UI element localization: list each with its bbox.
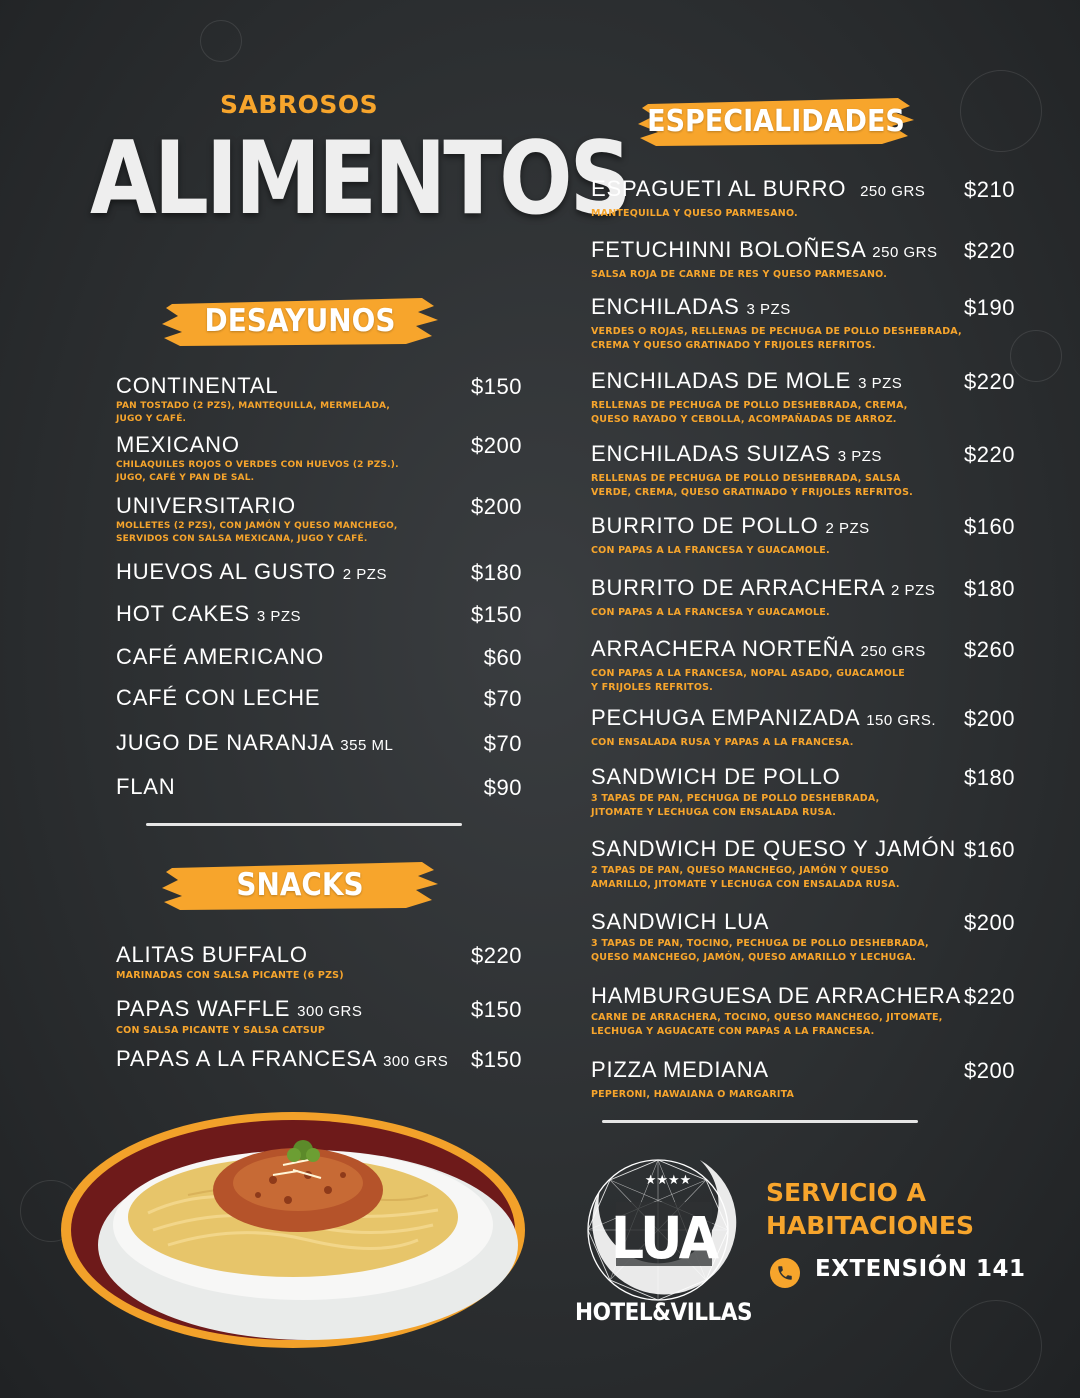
item-description: MOLLETES (2 PZS), CON JAMÓN Y QUESO MANCHEGO, SERVIDOS CON SALSA MEXICANA, JUGO Y CAFÉ.	[116, 521, 398, 544]
desayunos-heading: DESAYUNOS	[204, 303, 396, 339]
item-price: $220	[964, 238, 1015, 263]
logo-word: LUA	[610, 1204, 718, 1272]
item-price: $220	[964, 369, 1015, 394]
menu-item	[116, 775, 522, 799]
menu-item	[116, 1047, 522, 1074]
item-price: $190	[964, 295, 1015, 320]
logo-stars: ★★★★	[644, 1173, 692, 1188]
menu-item	[591, 369, 1015, 426]
item-name: ESPAGUETI AL BURRO	[591, 176, 847, 201]
item-name: MEXICANO	[116, 432, 240, 457]
menu-item	[116, 645, 522, 669]
item-quantity: 150 GRS.	[866, 712, 937, 729]
spaghetti-plate-image	[58, 1095, 528, 1350]
menu-item	[116, 433, 522, 485]
item-price: $200	[964, 910, 1015, 935]
item-name: FETUCHINNI BOLOÑESA	[591, 237, 866, 262]
item-quantity: 250 GRS	[860, 183, 926, 200]
item-name: ALITAS BUFFALO	[116, 942, 308, 967]
item-description: PEPERONI, HAWAIANA O MARGARITA	[591, 1089, 795, 1100]
item-price: $210	[964, 177, 1015, 202]
item-price: $90	[483, 775, 522, 800]
item-price: $70	[483, 686, 522, 711]
item-name: HAMBURGUESA DE ARRACHERA	[591, 983, 962, 1008]
item-price: $220	[471, 943, 522, 968]
item-price: $220	[964, 442, 1015, 467]
item-price: $200	[471, 433, 522, 458]
item-name: JUGO DE NARANJA	[116, 730, 334, 755]
item-name: SANDWICH DE POLLO	[591, 764, 841, 789]
extension-number: EXTENSIÓN 141	[815, 1256, 1026, 1282]
menu-item	[116, 494, 522, 546]
item-name: ENCHILADAS	[591, 294, 740, 319]
item-price: $200	[964, 706, 1015, 731]
item-description: RELLENAS DE PECHUGA DE POLLO DESHEBRADA, CREMA, QUESO RAYADO Y CEBOLLA, ACOMPAÑADAS DE ARROZ.	[591, 400, 908, 425]
item-price: $180	[964, 765, 1015, 790]
desayunos-banner	[160, 294, 440, 348]
item-description: RELLENAS DE PECHUGA DE POLLO DESHEBRADA, SALSA VERDE, CREMA, QUESO GRATINADO Y FRIJOLES REFRITOS.	[591, 473, 913, 498]
menu-item	[591, 637, 1015, 694]
menu-item	[591, 442, 1015, 499]
item-price: $60	[483, 645, 522, 670]
item-price: $150	[471, 1047, 522, 1072]
menu-item	[591, 706, 1015, 750]
item-description: CON PAPAS A LA FRANCESA Y GUACAMOLE.	[591, 607, 830, 618]
item-name: SANDWICH DE QUESO Y JAMÓN	[591, 836, 957, 861]
item-description: CHILAQUILES ROJOS O VERDES CON HUEVOS (2 PZS.). JUGO, CAFÉ Y PAN DE SAL.	[116, 460, 399, 483]
menu-item	[591, 295, 1015, 352]
phone-glyph-icon	[776, 1264, 794, 1282]
snacks-heading: SNACKS	[236, 867, 364, 903]
menu-item	[591, 910, 1015, 964]
especialidades-heading: ESPECIALIDADES	[647, 103, 905, 139]
especialidades-banner	[636, 94, 916, 148]
item-description: VERDES O ROJAS, RELLENAS DE PECHUGA DE POLLO DESHEBRADA, CREMA Y QUESO GRATINADO Y FRIJOLES REFRITOS.	[591, 326, 962, 351]
item-quantity: 250 GRS	[860, 643, 926, 660]
item-description: CON PAPAS A LA FRANCESA Y GUACAMOLE.	[591, 545, 830, 556]
menu-item	[591, 177, 1015, 221]
item-name: PAPAS A LA FRANCESA	[116, 1046, 377, 1071]
menu-item	[591, 1058, 1015, 1102]
item-price: $70	[483, 731, 522, 756]
menu-item	[116, 943, 522, 983]
item-price: $150	[471, 997, 522, 1022]
item-name: BURRITO DE ARRACHERA	[591, 575, 885, 600]
menu-item	[591, 984, 1015, 1038]
item-quantity: 300 GRS	[383, 1053, 449, 1070]
item-price: $200	[471, 494, 522, 519]
item-name: UNIVERSITARIO	[116, 493, 296, 518]
logo-subtitle: HOTEL&VILLAS	[575, 1298, 753, 1326]
doodle-circle-decoration	[950, 1300, 1042, 1392]
item-name: ENCHILADAS SUIZAS	[591, 441, 831, 466]
item-price: $260	[964, 637, 1015, 662]
item-quantity: 2 PZS	[825, 520, 870, 537]
item-description: 3 TAPAS DE PAN, TOCINO, PECHUGA DE POLLO DESHEBRADA, QUESO MANCHEGO, JAMÓN, QUESO AMARILLO Y LECHUGA.	[591, 938, 929, 963]
item-name: HUEVOS AL GUSTO	[116, 559, 336, 584]
item-description: MANTEQUILLA Y QUESO PARMESANO.	[591, 208, 798, 219]
item-quantity: 2 PZS	[342, 566, 387, 583]
item-quantity: 3 PZS	[858, 375, 903, 392]
item-name: BURRITO DE POLLO	[591, 513, 819, 538]
item-quantity: 250 GRS	[872, 244, 938, 261]
item-name: ARRACHERA NORTEÑA	[591, 636, 854, 661]
item-quantity: 3 PZS	[837, 448, 882, 465]
section-divider	[146, 823, 462, 826]
header-kicker: SABROSOS	[220, 90, 379, 119]
item-quantity: 355 ML	[340, 737, 394, 754]
item-name: CAFÉ CON LECHE	[116, 685, 321, 710]
menu-item	[116, 374, 522, 426]
menu-item	[116, 560, 522, 587]
item-description: MARINADAS CON SALSA PICANTE (6 PZS)	[116, 970, 344, 981]
item-price: $160	[964, 837, 1015, 862]
doodle-circle-decoration	[200, 20, 242, 62]
phone-icon	[770, 1258, 800, 1288]
item-name: CONTINENTAL	[116, 373, 279, 398]
item-quantity: 3 PZS	[746, 301, 791, 318]
item-description: SALSA ROJA DE CARNE DE RES Y QUESO PARMESANO.	[591, 269, 888, 280]
item-name: PECHUGA EMPANIZADA	[591, 705, 860, 730]
menu-item	[591, 765, 1015, 819]
item-price: $200	[964, 1058, 1015, 1083]
section-divider	[602, 1120, 918, 1123]
item-name: SANDWICH LUA	[591, 909, 770, 934]
menu-item	[116, 686, 522, 710]
menu-item	[591, 576, 1015, 620]
snacks-banner	[160, 858, 440, 912]
item-price: $150	[471, 602, 522, 627]
menu-item	[591, 238, 1015, 282]
item-name: ENCHILADAS DE MOLE	[591, 368, 852, 393]
item-description: 3 TAPAS DE PAN, PECHUGA DE POLLO DESHEBRADA, JITOMATE Y LECHUGA CON ENSALADA RUSA.	[591, 793, 880, 818]
item-quantity: 300 GRS	[297, 1003, 363, 1020]
doodle-circle-decoration	[1010, 330, 1062, 382]
item-name: PAPAS WAFFLE	[116, 996, 291, 1021]
menu-item	[116, 602, 522, 629]
item-name: HOT CAKES	[116, 601, 250, 626]
item-name: FLAN	[116, 774, 176, 799]
item-price: $160	[964, 514, 1015, 539]
item-description: 2 TAPAS DE PAN, QUESO MANCHEGO, JAMÓN Y QUESO AMARILLO, JITOMATE Y LECHUGA CON ENSALADA RUSA.	[591, 865, 900, 890]
item-quantity: 2 PZS	[891, 582, 936, 599]
item-quantity: 3 PZS	[256, 608, 302, 625]
menu-item	[591, 837, 1015, 891]
room-service-title: SERVICIO A HABITACIONES	[766, 1178, 974, 1240]
item-description: CON SALSA PICANTE Y SALSA CATSUP	[116, 1025, 326, 1036]
menu-item	[116, 731, 522, 758]
item-description: CARNE DE ARRACHERA, TOCINO, QUESO MANCHEGO, JITOMATE, LECHUGA Y AGUACATE CON PAPAS A LA FRANCESA.	[591, 1012, 943, 1037]
item-price: $180	[471, 560, 522, 585]
item-description: CON ENSALADA RUSA Y PAPAS A LA FRANCESA.	[591, 737, 854, 748]
item-description: PAN TOSTADO (2 PZS), MANTEQUILLA, MERMELADA, JUGO Y CAFÉ.	[116, 401, 390, 424]
doodle-circle-decoration	[960, 70, 1042, 152]
menu-item	[591, 514, 1015, 558]
item-price: $180	[964, 576, 1015, 601]
item-price: $220	[964, 984, 1015, 1009]
item-price: $150	[471, 374, 522, 399]
menu-item	[116, 997, 522, 1038]
item-name: PIZZA MEDIANA	[591, 1057, 769, 1082]
item-name: CAFÉ AMERICANO	[116, 644, 325, 669]
item-description: CON PAPAS A LA FRANCESA, NOPAL ASADO, GUACAMOLE Y FRIJOLES REFRITOS.	[591, 668, 905, 693]
page-title: ALIMENTOS	[90, 119, 629, 238]
